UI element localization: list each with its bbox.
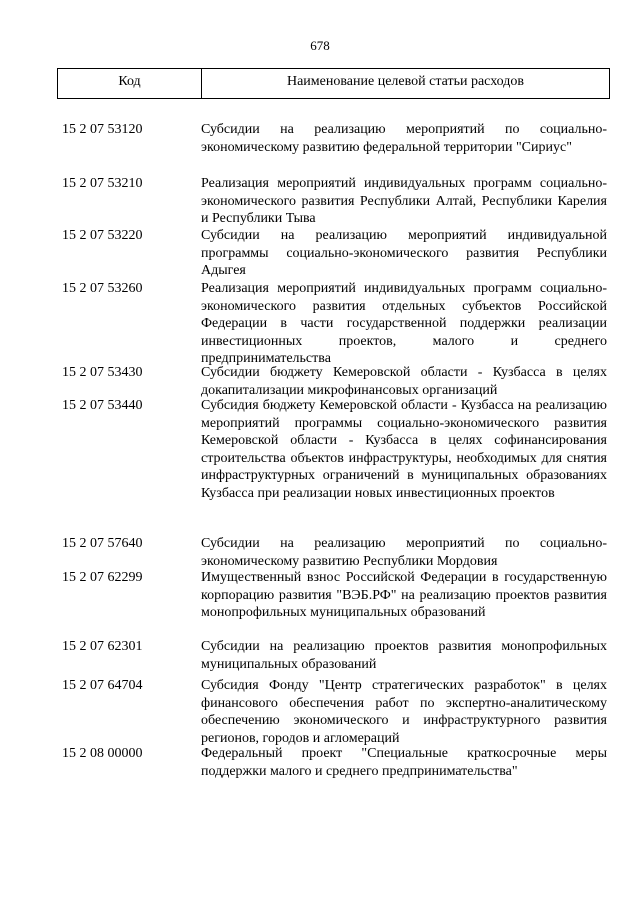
row-code: 15 2 07 62299	[62, 570, 143, 585]
row-description: Субсидия бюджету Кемеровской области - Кузбасса на реализацию мероприятий программы социально-экономического развития Кемеровской области - Кузбасса в целях софинансирования строительства объектов инфраструктуры, необходимых для снятия инфраструктурных ограничений в муниципальных образованиях Кузбасса при реализации новых инвестиционных проектов	[201, 398, 607, 501]
row-description: Федеральный проект "Специальные краткосрочные меры поддержки малого и среднего предпринимательства"	[201, 746, 607, 779]
row-code: 15 2 07 53430	[62, 365, 143, 380]
table-header	[57, 68, 610, 99]
row-code: 15 2 07 57640	[62, 536, 143, 551]
row-description: Субсидии на реализацию мероприятий индивидуальной программы социально-экономического развития Республики Адыгея	[201, 228, 607, 278]
row-description: Субсидии на реализацию мероприятий по социально-экономическому развитию Республики Мордовия	[201, 536, 607, 569]
row-code: 15 2 07 64704	[62, 678, 143, 693]
page-number: 678	[310, 38, 330, 53]
row-code: 15 2 07 53120	[62, 122, 143, 137]
row-description: Имущественный взнос Российской Федерации в государственную корпорацию развития "ВЭБ.РФ" на реализацию проектов развития монопрофильных муниципальных образований	[201, 570, 607, 620]
row-description: Субсидии бюджету Кемеровской области - Кузбасса в целях докапитализации микрофинансовых организаций	[201, 365, 607, 398]
row-description: Реализация мероприятий индивидуальных программ социально-экономического развития отдельных субъектов Российской Федерации в части государственной поддержки реализации инвестиционных проектов, малого и среднего предпринимательства	[201, 281, 607, 366]
row-code: 15 2 07 62301	[62, 639, 143, 654]
row-code: 15 2 07 53210	[62, 176, 143, 191]
row-description: Субсидии на реализацию мероприятий по социально-экономическому развитию федеральной территории "Сириус"	[201, 122, 607, 155]
header-code: Код	[58, 69, 202, 98]
row-description: Субсидия Фонду "Центр стратегических разработок" в целях финансового обеспечения работ по экспертно-аналитическому обеспечению экономического и инфраструктурного развития регионов, городов и агломераций	[201, 678, 607, 746]
row-code: 15 2 07 53260	[62, 281, 143, 296]
header-name: Наименование целевой статьи расходов	[286, 74, 525, 89]
row-code: 15 2 07 53440	[62, 398, 143, 413]
row-code: 15 2 08 00000	[62, 746, 143, 761]
row-description: Субсидии на реализацию проектов развития монопрофильных муниципальных образований	[201, 639, 607, 672]
row-code: 15 2 07 53220	[62, 228, 143, 243]
row-description: Реализация мероприятий индивидуальных программ социально-экономического развития Республики Алтай, Республики Карелия и Республики Тыва	[201, 176, 607, 226]
